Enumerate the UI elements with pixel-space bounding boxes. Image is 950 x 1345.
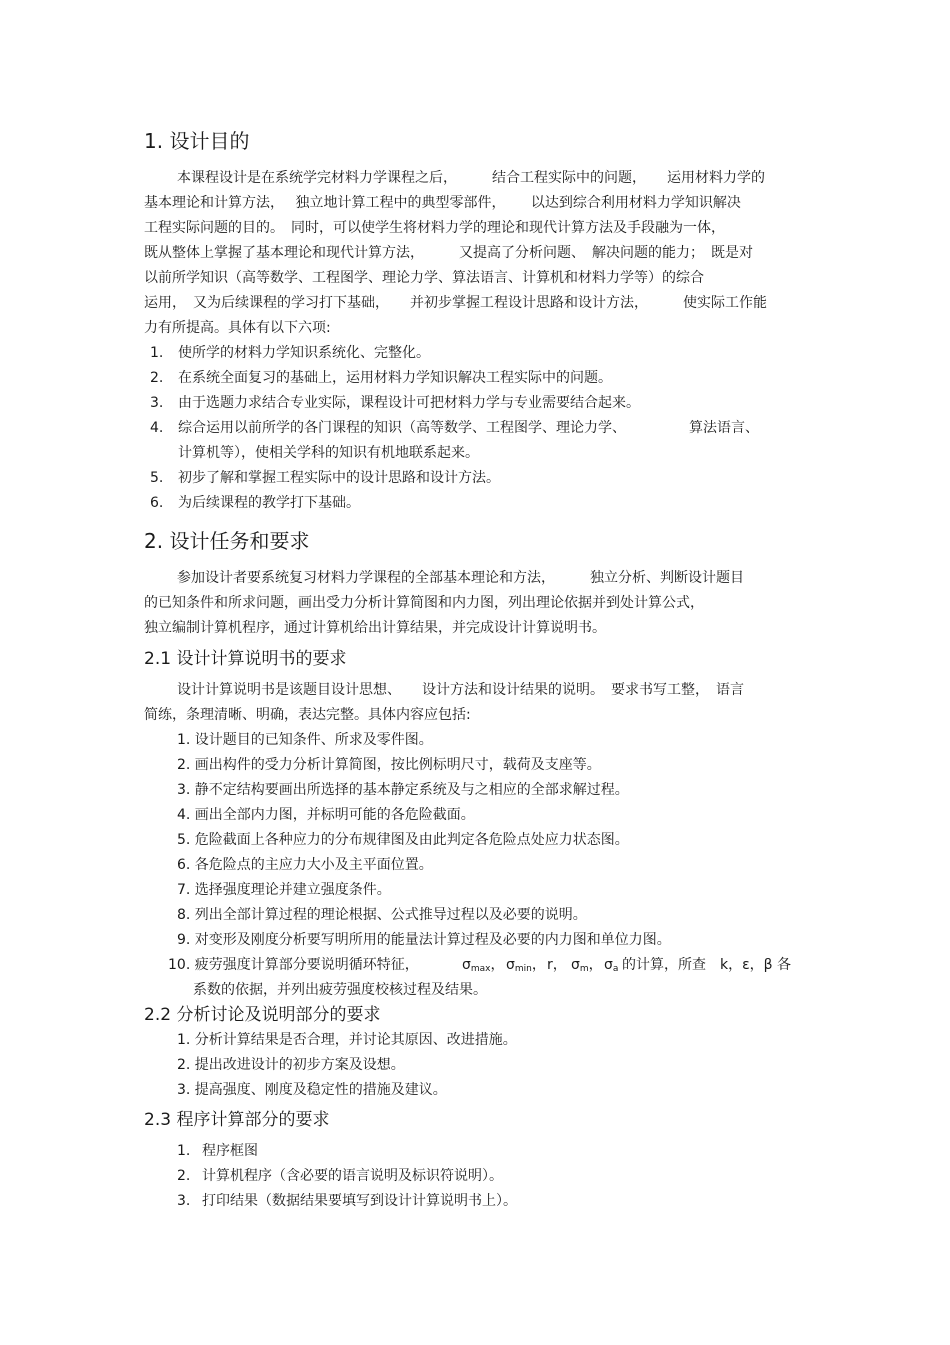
list-item: 4. 画出全部内力图，并标明可能的各危险截面。 [177,807,475,823]
list-text: 打印结果（数据结果要填写到设计计算说明书上）。 [202,1193,517,1209]
list-item [150,468,500,488]
subsection-heading-2-1: 2.1 设计计算说明书的要求 [144,649,347,669]
ratio-r: r， [547,957,567,973]
sigma-max: $\sigma_{max}$， [462,957,505,974]
list-text: 10. 疲劳强度计算部分要说明循环特征， [168,957,419,973]
list-item: 3. 静不定结构要画出所选择的基本静定系统及与之相应的全部求解过程。 [177,782,629,798]
list-item: 5. 危险截面上各种应力的分布规律图及由此判定各危险点处应力状态图。 [177,832,629,848]
list-item: 7. 选择强度理论并建立强度条件。 [177,882,391,898]
list-item [150,343,430,363]
list-text: 在系统全面复习的基础上，运用材料力学知识解决工程实际中的问题。 [178,370,612,386]
list-item: 3. 提高强度、刚度及稳定性的措施及建议。 [177,1082,447,1098]
paragraph-line: 基本理论和计算方法， 独立地计算工程中的典型零部件， 以达到综合利用材料力学知识解决 [144,195,741,211]
paragraph-line: 简练，条理清晰、明确，表达完整。具体内容应包括: [144,707,471,723]
paragraph-line: 独立编制计算机程序，通过计算机给出计算结果，并完成设计计算说明书。 [144,620,606,636]
paragraph-line: 力有所提高。具体有以下六项: [144,320,331,336]
paragraph-line: 设计计算说明书是该题目设计思想、 设计方法和设计结果的说明。 要求书写工整， 语言 [177,682,744,698]
list-number: 1. [177,1143,191,1159]
sigma-min: $\sigma_{min}$， [506,957,546,974]
paragraph-line: 参加设计者要系统复习材料力学课程的全部基本理论和方法， 独立分析、判断设计题目 [177,570,744,586]
list-item [150,493,360,513]
list-item [177,1141,258,1161]
list-number: 4. [150,420,164,436]
list-text: 综合运用以前所学的各门课程的知识（高等数学、工程图学、理论力学、 算法语言、 [178,420,759,436]
subsection-heading-2-2: 2.2 分析讨论及说明部分的要求 [144,1005,381,1025]
list-number: 3. [177,1193,191,1209]
list-number: 5. [150,470,164,486]
list-text: 计算机等），使相关学科的知识有机地联系起来。 [178,445,479,461]
list-number: 1. [150,345,164,361]
list-item [150,418,759,438]
paragraph-line: 以前所学知识（高等数学、工程图学、理论力学、算法语言、计算机和材料力学等）的综合 [144,270,704,286]
list-item-10 [168,955,419,975]
list-text: 的计算，所查 k，ε，β 各 [622,957,792,973]
sigma-a: $\sigma_a$ [604,957,619,974]
list-number: 3. [150,395,164,411]
subsection-heading-2-3: 2.3 程序计算部分的要求 [144,1110,330,1130]
list-item: 2. 提出改进设计的初步方案及设想。 [177,1057,405,1073]
paragraph-line: 的已知条件和所求问题，画出受力分析计算简图和内力图，列出理论依据并到处计算公式， [144,595,704,611]
section-heading-1: 1. 设计目的 [144,129,250,153]
list-item [150,393,640,413]
list-item: 1. 设计题目的已知条件、所求及零件图。 [177,732,433,748]
list-number: 2. [150,370,164,386]
list-item [150,368,612,388]
list-item: 6. 各危险点的主应力大小及主平面位置。 [177,857,433,873]
list-item [177,1166,503,1186]
list-text: 为后续课程的教学打下基础。 [178,495,360,511]
list-item: 1. 分析计算结果是否合理，并讨论其原因、改进措施。 [177,1032,517,1048]
paragraph-line: 既从整体上掌握了基本理论和现代计算方法， 又提高了分析问题、 解决问题的能力； 既是对 [144,245,753,261]
section-heading-2: 2. 设计任务和要求 [144,529,310,553]
list-item: 9. 对变形及刚度分析要写明所用的能量法计算过程及必要的内力图和单位力图。 [177,932,671,948]
list-number: 6. [150,495,164,511]
list-text: 使所学的材料力学知识系统化、完整化。 [178,345,430,361]
paragraph-line: 工程实际问题的目的。 同时，可以使学生将材料力学的理论和现代计算方法及手段融为一体， [144,220,725,236]
list-number: 2. [177,1168,191,1184]
sigma-m: $\sigma_m$， [571,957,603,974]
list-text: 初步了解和掌握工程实际中的设计思路和设计方法。 [178,470,500,486]
list-item [177,1191,517,1211]
list-text: 计算机程序（含必要的语言说明及标识符说明）。 [202,1168,503,1184]
paragraph-line: 本课程设计是在系统学完材料力学课程之后， 结合工程实际中的问题， 运用材料力学的 [177,170,765,186]
list-item: 8. 列出全部计算过程的理论根据、公式推导过程以及必要的说明。 [177,907,587,923]
paragraph-line: 运用， 又为后续课程的学习打下基础， 并初步掌握工程设计思路和设计方法， 使实际工作能 [144,295,767,311]
list-item: 2. 画出构件的受力分析计算简图，按比例标明尺寸，载荷及支座等。 [177,757,601,773]
list-text: 程序框图 [202,1143,258,1159]
list-text: 由于选题力求结合专业实际，课程设计可把材料力学与专业需要结合起来。 [178,395,640,411]
list-item-continuation: 系数的依据，并列出疲劳强度校核过程及结果。 [193,982,487,998]
